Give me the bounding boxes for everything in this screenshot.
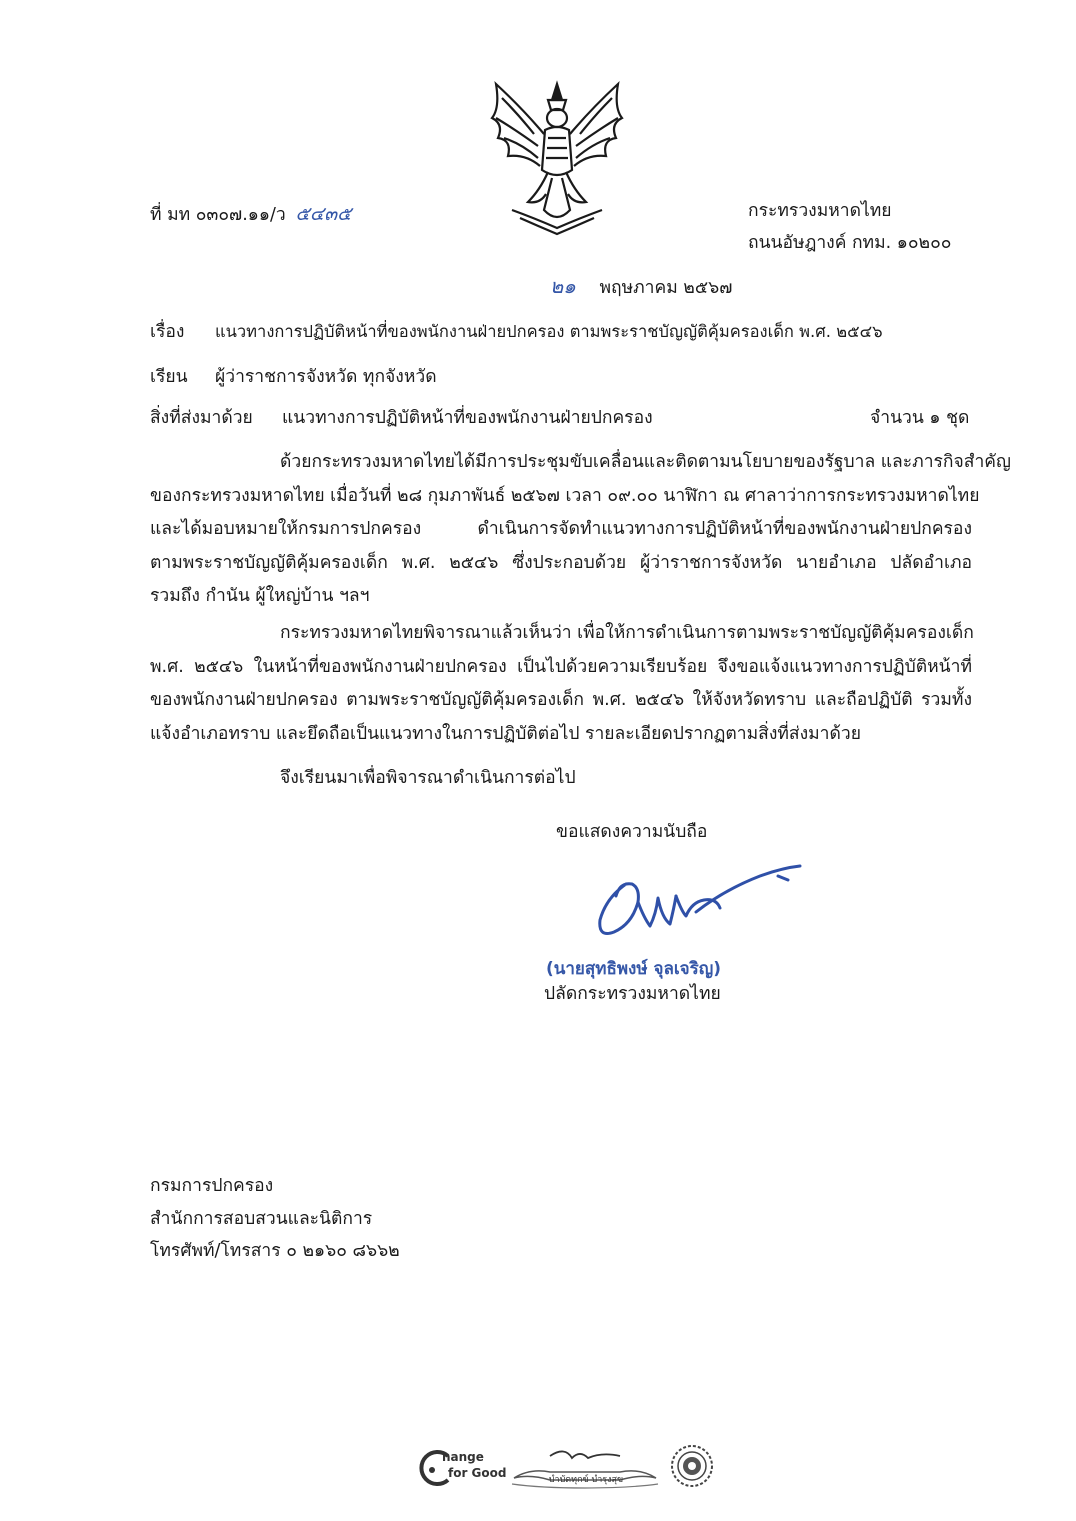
date-month-year: พฤษภาคม ๒๕๖๗ xyxy=(599,278,733,298)
contact-phone: โทรศัพท์/โทรสาร ๐ ๒๑๖๐ ๘๖๖๒ xyxy=(150,1241,400,1261)
body-paragraph-2 xyxy=(150,617,972,751)
reference-label: ที่ มท ๐๓๐๗.๑๑/ว xyxy=(150,205,286,225)
recipient-text: ผู้ว่าราชการจังหวัด ทุกจังหวัด xyxy=(215,367,437,387)
signer-name: (นายสุทธิพงษ์ จุลเจริญ) xyxy=(546,959,722,979)
recipient-label: เรียน xyxy=(150,367,188,387)
subject-label: เรื่อง xyxy=(150,322,185,342)
contact-office: สำนักการสอบสวนและนิติการ xyxy=(150,1209,373,1229)
paragraph-line: ของกระทรวงมหาดไทย เมื่อวันที่ ๒๘ กุมภาพันธ์ ๒๕๖๗ เวลา ๐๙.๐๐ นาฬิกา ณ ศาลาว่าการกระทรวงมหาดไทย xyxy=(150,485,980,506)
reference-line xyxy=(150,203,351,226)
department-seal-icon xyxy=(670,1444,714,1488)
ministry-slogan-logo xyxy=(510,1444,660,1490)
body-paragraph-3: จึงเรียนมาเพื่อพิจารณาดำเนินการต่อไป xyxy=(280,768,576,788)
paragraph-line: กระทรวงมหาดไทยพิจารณาแล้วเห็นว่า เพื่อให้การดำเนินการตามพระราชบัญญัติคุ้มครองเด็ก xyxy=(280,623,974,643)
enclosure-quantity: จำนวน ๑ ชุด xyxy=(870,408,970,428)
org-name: กระทรวงมหาดไทย xyxy=(748,201,892,221)
paragraph-line: ของพนักงานฝ่ายปกครอง ตามพระราชบัญญัติคุ้มครองเด็ก พ.ศ. ๒๕๔๖ ให้จังหวัดทราบ และถือปฏิบัติ รวมทั้ง xyxy=(150,690,972,710)
reference-number: ๕๔๓๕ xyxy=(295,203,352,225)
paragraph-line: และได้มอบหมายให้กรมการปกครอง ดำเนินการจัดทำแนวทางการปฏิบัติหน้าที่ของพนักงานฝ่ายปกครอง xyxy=(150,519,972,539)
org-address: ถนนอัษฎางค์ กทม. ๑๐๒๐๐ xyxy=(748,233,952,253)
closing-salutation: ขอแสดงความนับถือ xyxy=(556,822,708,842)
date-day: ๒๑ xyxy=(550,274,576,298)
letter-date xyxy=(550,275,732,299)
paragraph-line: ตามพระราชบัญญัติคุ้มครองเด็ก พ.ศ. ๒๕๔๖ ซึ่งประกอบด้วย ผู้ว่าราชการจังหวัด นายอำเภอ ปลัดอำเภอ xyxy=(150,552,972,573)
body-paragraph-1 xyxy=(150,446,1011,614)
enclosure-label: สิ่งที่ส่งมาด้วย xyxy=(150,408,253,428)
paragraph-line: ด้วยกระทรวงมหาดไทยได้มีการประชุมขับเคลื่อนและติดตามนโยบายของรัฐบาล และภารกิจสำคัญ xyxy=(280,452,1011,472)
handwritten-signature xyxy=(592,862,807,952)
enclosure-text: แนวทางการปฏิบัติหน้าที่ของพนักงานฝ่ายปกครอง xyxy=(282,408,653,428)
change-for-good-logo xyxy=(418,1446,507,1488)
paragraph-line: พ.ศ. ๒๕๔๖ ในหน้าที่ของพนักงานฝ่ายปกครอง เป็นไปด้วยความเรียบร้อย จึงขอแจ้งแนวทางการปฏิบัติหน้าที่ xyxy=(150,656,972,677)
signer-title: ปลัดกระทรวงมหาดไทย xyxy=(544,984,721,1004)
paragraph-line: รวมถึง กำนัน ผู้ใหญ่บ้าน ฯลฯ xyxy=(150,586,370,606)
contact-department: กรมการปกครอง xyxy=(150,1176,274,1196)
subject-text: แนวทางการปฏิบัติหน้าที่ของพนักงานฝ่ายปกครอง ตามพระราชบัญญัติคุ้มครองเด็ก พ.ศ. ๒๕๔๖ xyxy=(215,322,883,341)
paragraph-line: แจ้งอำเภอทราบ และยึดถือเป็นแนวทางในการปฏิบัติต่อไป รายละเอียดปรากฏตามสิ่งที่ส่งมาด้วย xyxy=(150,723,861,744)
change-text: hange xyxy=(442,1450,484,1464)
slogan-text: บำบัดทุกข์ บำรุงสุข xyxy=(548,1475,624,1485)
garuda-emblem xyxy=(482,78,632,238)
for-good-text: for Good xyxy=(448,1466,507,1480)
